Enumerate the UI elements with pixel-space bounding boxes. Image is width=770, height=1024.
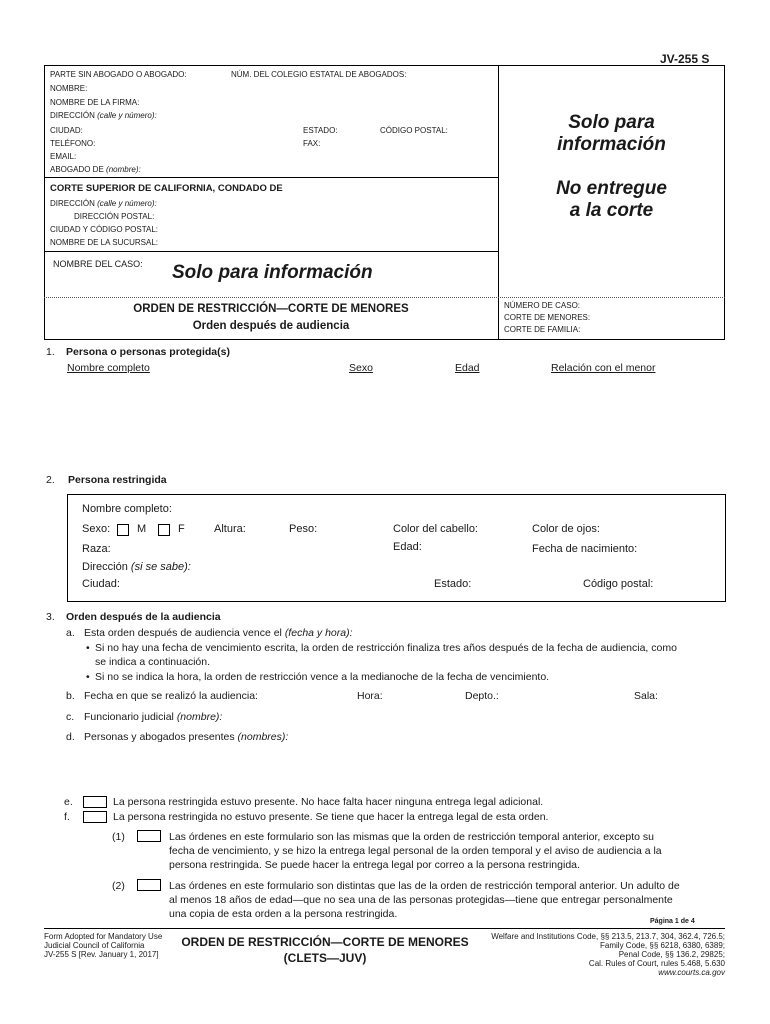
adopted-line3: JV-255 S [Rev. January 1, 2017]	[44, 950, 159, 959]
form-title: ORDEN DE RESTRICCIÓN—CORTE DE MENORES	[133, 303, 409, 315]
code-line3: Penal Code, §§ 136.2, 29825;	[618, 950, 725, 959]
code-line1: Welfare and Institutions Code, §§ 213.5, 213.7, 304, 362.4, 726.5;	[491, 932, 725, 941]
item-f2-line1: Las órdenes en este formulario son distintas que las de la orden de restricción temporal anterior. Un adulto de	[169, 880, 680, 892]
firm-label: NOMBRE DE LA FIRMA:	[50, 98, 140, 107]
court-mailing-label: DIRECCIÓN POSTAL:	[74, 212, 155, 221]
page-number: Página 1 de 4	[650, 918, 695, 925]
weight-label: Peso:	[289, 523, 318, 535]
hair-color-label: Color del cabello:	[393, 523, 478, 535]
race-label: Raza:	[82, 543, 111, 555]
item-f2-number: (2)	[112, 880, 125, 892]
section3-number: 3.	[46, 611, 55, 623]
bullet-icon: •	[86, 671, 90, 683]
hearing-time-label: Hora:	[357, 690, 383, 702]
form-id: JV-255 S	[660, 52, 710, 66]
adopted-line2: Judicial Council of California	[44, 941, 145, 950]
bullet2: Si no se indica la hora, la orden de restricción vence a la medianoche de la fecha de vencimiento.	[95, 671, 550, 683]
not-present-checkbox[interactable]	[83, 811, 107, 823]
zip-label: CÓDIGO POSTAL:	[380, 126, 448, 135]
hearing-date-label: Fecha en que se realizó la audiencia:	[84, 690, 258, 702]
bullet-icon: •	[86, 642, 90, 654]
section2-title: Persona restringida	[68, 474, 167, 486]
case-name-value: Solo para información	[172, 262, 373, 283]
col-sex: Sexo	[349, 362, 373, 374]
restrained-address-label: Dirección (si se sabe):	[82, 561, 191, 573]
item-b-letter: b.	[66, 690, 75, 702]
restrained-person-box	[67, 494, 726, 602]
section1-number: 1.	[46, 346, 55, 358]
section3-title: Orden después de la audiencia	[66, 611, 221, 623]
court-street-label: DIRECCIÓN (calle y número):	[50, 199, 157, 208]
footer-subtitle: (CLETS—JUV)	[283, 951, 367, 965]
bullet1-line2: se indica a continuación.	[95, 656, 210, 668]
eye-color-label: Color de ojos:	[532, 523, 600, 535]
city-label: CIUDAD:	[50, 126, 83, 135]
age-label: Edad:	[393, 541, 422, 553]
bar-number-label: NÚM. DEL COLEGIO ESTATAL DE ABOGADOS:	[231, 70, 407, 79]
form-subtitle: Orden después de audiencia	[192, 320, 350, 332]
attorney-label: ABOGADO DE (nombre):	[50, 165, 141, 174]
item-f2-line3: una copia de esta orden a la persona restringida.	[169, 908, 398, 920]
email-label: EMAIL:	[50, 152, 77, 161]
section2-number: 2.	[46, 474, 55, 486]
code-line2: Family Code, §§ 6218, 6380, 6389;	[600, 941, 725, 950]
adopted-line1: Form Adopted for Mandatory Use	[44, 932, 163, 941]
code-line4: Cal. Rules of Court, rules 5.468, 5.630	[588, 959, 725, 968]
different-orders-checkbox[interactable]	[137, 879, 161, 891]
dept-label: Depto.:	[465, 690, 499, 702]
item-f1-line1: Las órdenes en este formulario son las mismas que la orden de restricción temporal anterior, excepto su	[169, 831, 654, 843]
item-a-text: Esta orden después de audiencia vence el (fecha y hora):	[84, 627, 353, 639]
watermark-line2: información	[557, 134, 666, 155]
col-relation: Relación con el menor	[551, 362, 656, 374]
section1-title: Persona o personas protegida(s)	[66, 346, 230, 358]
restrained-full-name-label: Nombre completo:	[82, 503, 172, 515]
restrained-city-label: Ciudad:	[82, 578, 120, 590]
phone-label: TELÉFONO:	[50, 139, 96, 148]
present-checkbox[interactable]	[83, 796, 107, 808]
sex-f-checkbox[interactable]	[158, 524, 170, 536]
same-orders-checkbox[interactable]	[137, 830, 161, 842]
fax-label: FAX:	[303, 139, 321, 148]
item-e-text: La persona restringida estuvo presente. No hace falta hacer ninguna entrega legal adicional.	[113, 796, 544, 808]
case-name-label: NOMBRE DEL CASO:	[53, 259, 143, 269]
item-e-letter: e.	[64, 796, 73, 808]
footer-rule	[44, 928, 725, 929]
juvenile-court-label: CORTE DE MENORES:	[504, 313, 591, 322]
item-c-letter: c.	[66, 711, 75, 723]
restrained-zip-label: Código postal:	[583, 578, 654, 590]
watermark-line1: Solo para	[568, 112, 655, 133]
item-f-text: La persona restringida no estuvo presente. Se tiene que hacer la entrega legal de esta orden.	[113, 811, 549, 823]
court-city-label: CIUDAD Y CÓDIGO POSTAL:	[50, 225, 159, 234]
judicial-officer-label: Funcionario judicial (nombre):	[84, 711, 223, 723]
room-label: Sala:	[634, 690, 658, 702]
family-court-label: CORTE DE FAMILIA:	[504, 325, 581, 334]
restrained-sex-label: Sexo:	[82, 523, 111, 535]
sex-f-label: F	[178, 523, 185, 535]
name-label: NOMBRE:	[50, 84, 88, 93]
item-f1-line3: persona restringida. Se puede hacer la entrega legal por correo a la persona restringida.	[169, 859, 580, 871]
item-d-letter: d.	[66, 731, 75, 743]
party-label: PARTE SIN ABOGADO O ABOGADO:	[50, 70, 187, 79]
persons-present-label: Personas y abogados presentes (nombres):	[84, 731, 289, 743]
height-label: Altura:	[214, 523, 246, 535]
item-f1-number: (1)	[112, 831, 125, 843]
item-f2-line2: al menos 18 años de edad—que no sea una de las personas protegidas—tiene que entregar personalmente	[169, 894, 673, 906]
item-f-letter: f.	[64, 811, 70, 823]
item-f1-line2: fecha de vencimiento, y se hizo la entrega legal personal de la orden temporal y el aviso de audiencia a la	[169, 845, 662, 857]
dob-label: Fecha de nacimiento:	[532, 543, 638, 555]
case-number-label: NÚMERO DE CASO:	[504, 301, 581, 310]
sex-m-checkbox[interactable]	[117, 524, 129, 536]
restrained-state-label: Estado:	[434, 578, 472, 590]
col-full-name: Nombre completo	[67, 362, 150, 374]
item-a-letter: a.	[66, 627, 75, 639]
court-branch-label: NOMBRE DE LA SUCURSAL:	[50, 238, 159, 247]
bullet1-line1: Si no hay una fecha de vencimiento escrita, la orden de restricción finaliza tres años después de la fecha de audiencia, como	[95, 642, 677, 654]
courts-website-link[interactable]: www.courts.ca.gov	[658, 968, 725, 977]
court-title: CORTE SUPERIOR DE CALIFORNIA, CONDADO DE	[50, 183, 283, 194]
watermark-line3: No entregue	[556, 178, 667, 199]
state-label: ESTADO:	[303, 126, 338, 135]
footer-title: ORDEN DE RESTRICCIÓN—CORTE DE MENORES	[181, 935, 469, 949]
watermark-line4: a la corte	[569, 200, 654, 221]
address-label: DIRECCIÓN (calle y número):	[50, 111, 157, 120]
col-age: Edad	[455, 362, 480, 374]
sex-m-label: M	[137, 523, 147, 535]
